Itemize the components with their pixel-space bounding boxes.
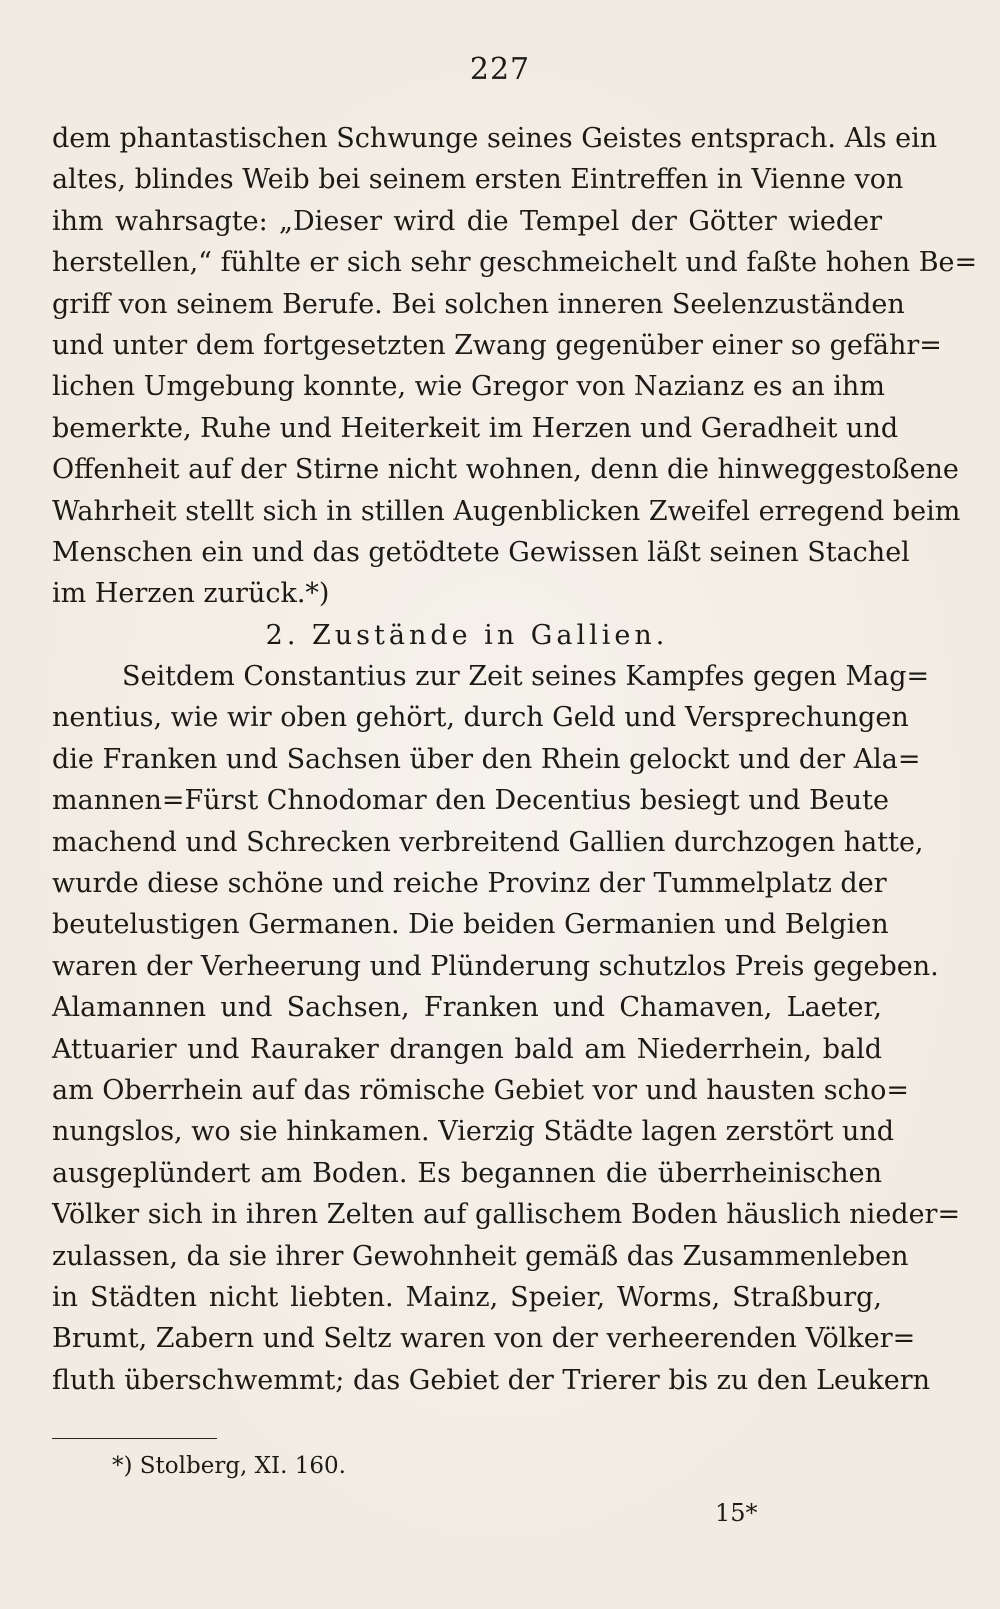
text-line: im Herzen zurück.*) bbox=[52, 578, 330, 610]
text-line: Menschen ein und das getödtete Gewissen läßt seinen Stachel bbox=[52, 536, 910, 568]
text-line: griff von seinem Berufe. Bei solchen inneren Seelenzuständen bbox=[52, 288, 905, 320]
section-heading: 2. Zustände in Gallien. bbox=[265, 619, 669, 651]
text-line: in Städten nicht liebten. Mainz, Speier, Worms, Straßburg, bbox=[52, 1281, 882, 1313]
text-line: machend und Schrecken verbreitend Gallien durchzogen hatte, bbox=[52, 826, 924, 858]
text-line: ausgeplündert am Boden. Es begannen die überrheinischen bbox=[52, 1157, 882, 1189]
text-line: lichen Umgebung konnte, wie Gregor von Nazianz es an ihm bbox=[52, 371, 885, 403]
text-line: die Franken und Sachsen über den Rhein gelockt und der Ala= bbox=[52, 743, 921, 775]
text-line: Wahrheit stellt sich in stillen Augenblicken Zweifel erregend beim bbox=[52, 495, 961, 527]
paragraph-2 bbox=[52, 656, 961, 1401]
text-line: nentius, wie wir oben gehört, durch Geld und Versprechungen bbox=[52, 702, 909, 734]
text-line: herstellen,“ fühlte er sich sehr geschmeichelt und faßte hohen Be= bbox=[52, 247, 978, 279]
text-line: mannen=Fürst Chnodomar den Decentius besiegt und Beute bbox=[52, 785, 889, 817]
paragraph-1 bbox=[52, 118, 978, 615]
text-line: ihm wahrsagte: „Dieser wird die Tempel der Götter wieder bbox=[52, 205, 882, 237]
text-line: wurde diese schöne und reiche Provinz der Tummelplatz der bbox=[52, 868, 887, 900]
text-line: Alamannen und Sachsen, Franken und Chamaven, Laeter, bbox=[52, 992, 882, 1024]
text-line: Seitdem Constantius zur Zeit seines Kampfes gegen Mag= bbox=[122, 661, 930, 693]
text-line: beutelustigen Germanen. Die beiden Germanien und Belgien bbox=[52, 909, 889, 941]
text-line: Völker sich in ihren Zelten auf gallischem Boden häuslich nieder= bbox=[52, 1199, 961, 1231]
footnote-divider bbox=[52, 1438, 217, 1439]
text-line: Attuarier und Rauraker drangen bald am Niederrhein, bald bbox=[52, 1033, 882, 1065]
text-line: altes, blindes Weib bei seinem ersten Eintreffen in Vienne von bbox=[52, 164, 904, 196]
text-line: zulassen, da sie ihrer Gewohnheit gemäß das Zusammenleben bbox=[52, 1240, 909, 1272]
text-line: am Oberrhein auf das römische Gebiet vor und hausten scho= bbox=[52, 1074, 909, 1106]
text-line: Offenheit auf der Stirne nicht wohnen, denn die hinweggestoßene bbox=[52, 454, 959, 486]
text-line: waren der Verheerung und Plünderung schutzlos Preis gegeben. bbox=[52, 950, 939, 982]
text-line: Brumt, Zabern und Seltz waren von der verheerenden Völker= bbox=[52, 1323, 916, 1355]
text-line: dem phantastischen Schwunge seines Geistes entsprach. Als ein bbox=[52, 123, 938, 154]
text-line: und unter dem fortgesetzten Zwang gegenüber einer so gefähr= bbox=[52, 329, 942, 361]
body-text bbox=[52, 118, 978, 1401]
page-number: 227 bbox=[469, 52, 531, 87]
text-line: nungslos, wo sie hinkamen. Vierzig Städte lagen zerstört und bbox=[52, 1116, 895, 1148]
footnote: *) Stolberg, XI. 160. bbox=[112, 1453, 346, 1479]
printer-signature: 15* bbox=[715, 1499, 758, 1527]
text-line: fluth überschwemmt; das Gebiet der Trierer bis zu den Leukern bbox=[52, 1364, 931, 1396]
text-line: bemerkte, Ruhe und Heiterkeit im Herzen und Geradheit und bbox=[52, 412, 899, 444]
